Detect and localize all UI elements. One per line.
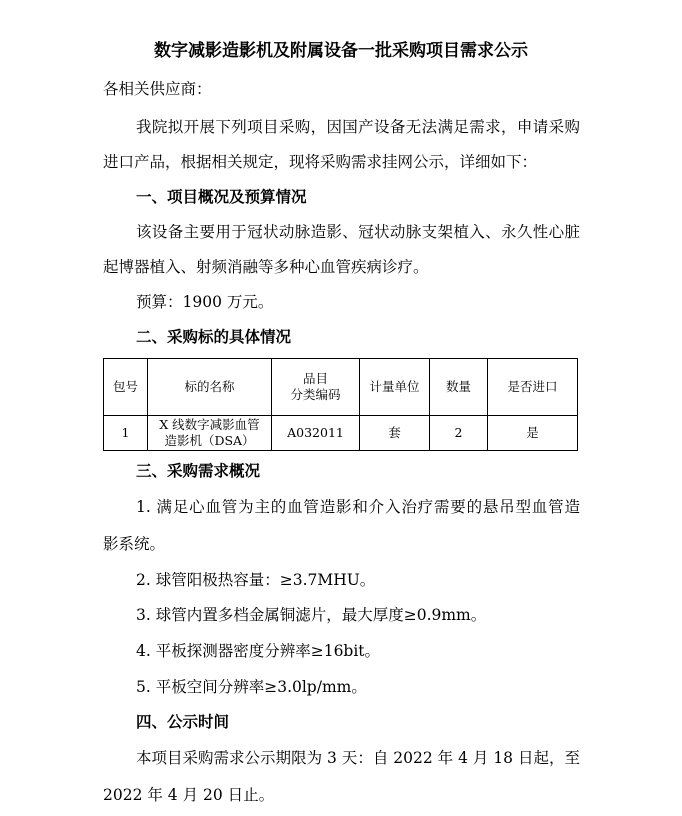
header-category-code-line-2: 分类编码: [290, 387, 341, 402]
requirement-4: 4. 平板探测器密度分辨率≥16bit。: [136, 642, 381, 660]
header-category-code: [272, 359, 360, 416]
requirement-3: 3. 球管内置多档金属铜滤片，最大厚度≥0.9mm。: [136, 606, 487, 624]
budget-text: 预算：1900 万元。: [136, 293, 274, 311]
cell-imported: 是: [488, 416, 578, 451]
intro-line-2: 进口产品，根据相关规定，现将采购需求挂网公示，详细如下：: [103, 153, 538, 171]
requirement-1-line-1: 1. 满足心血管为主的血管造影和介入治疗需要的悬吊型血管造: [136, 498, 580, 516]
cell-package-no: 1: [104, 416, 148, 451]
section-1-heading: 一、项目概况及预算情况: [136, 187, 307, 206]
cell-category-code: A032011: [272, 416, 360, 451]
notice-period-line-2: 2022 年 4 月 20 日止。: [103, 786, 275, 804]
section-1-desc-line-2: 起博器植入、射频消融等多种心血管疾病诊疗。: [103, 258, 429, 276]
section-4-heading: 四、公示时间: [136, 712, 230, 731]
section-1-desc-line-1: 该设备主要用于冠状动脉造影、冠状动脉支架植入、永久性心脏: [136, 223, 580, 241]
procurement-table: [103, 358, 578, 451]
header-quantity: 数量: [430, 359, 488, 416]
requirement-2: 2. 球管阳极热容量：≥3.7MHU。: [136, 571, 376, 589]
intro-line-1: 我院拟开展下列项目采购，因国产设备无法满足需求，申请采购: [136, 118, 580, 136]
cell-unit: 套: [360, 416, 430, 451]
header-unit: 计量单位: [360, 359, 430, 416]
header-category-code-line-1: 品目: [302, 371, 328, 386]
header-item-name: 标的名称: [148, 359, 272, 416]
requirement-5: 5. 平板空间分辨率≥3.0lp/mm。: [136, 678, 367, 696]
document-title: 数字减影造影机及附属设备一批采购项目需求公示: [154, 41, 528, 61]
cell-item-name-line-1: X 线数字减影血管: [159, 417, 260, 432]
cell-quantity: 2: [430, 416, 488, 451]
header-package-no: 包号: [104, 359, 148, 416]
requirement-1-line-2: 影系统。: [103, 535, 166, 553]
header-imported: 是否进口: [488, 359, 578, 416]
cell-item-name-line-2: 造影机（DSA）: [164, 433, 255, 448]
table-header-row: [104, 359, 578, 416]
table-row: [104, 416, 578, 451]
notice-period-line-1: 本项目采购需求公示期限为 3 天：自 2022 年 4 月 18 日起，至: [136, 749, 580, 767]
cell-item-name: [148, 416, 272, 451]
section-3-heading: 三、采购需求概况: [136, 461, 261, 480]
salutation: 各相关供应商：: [103, 80, 212, 98]
section-2-heading: 二、采购标的具体情况: [136, 327, 292, 346]
